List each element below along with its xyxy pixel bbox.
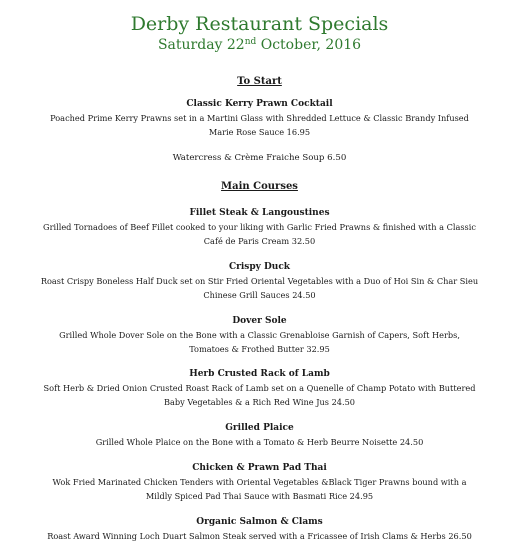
menu-item-description (0, 475, 519, 503)
page-title: Derby Restaurant Specials (130, 13, 389, 35)
description-line: Tomatoes & Frothed Butter 32.95 (189, 344, 330, 354)
menu-item (0, 368, 519, 409)
description-line: Grilled Whole Dover Sole on the Bone with a Classic Grenabloise Garnish of Capers, Soft Herbs, (59, 330, 460, 340)
description-line: Roast Award Winning Loch Duart Salmon Steak served with a Fricassee of Irish Clams & Herbs 26.50 (47, 531, 472, 541)
menu-item-description (0, 529, 519, 543)
date-suffix: nd (244, 37, 257, 47)
menu-item (0, 152, 519, 165)
menu-item-description (0, 220, 519, 248)
date-prefix: Saturday 22 (157, 37, 245, 53)
description-line: Chinese Grill Sauces 24.50 (203, 290, 316, 300)
menu-item (0, 422, 519, 449)
menu-item-description (0, 435, 519, 449)
description-line: Baby Vegetables & a Rich Red Wine Jus 24.50 (163, 397, 356, 407)
menu-item-name: Chicken & Prawn Pad Thai (192, 463, 327, 473)
menu-item (0, 315, 519, 356)
description-line: Mildly Spiced Pad Thai Sauce with Basmati Rice 24.95 (145, 491, 374, 501)
menu-item-name: Dover Sole (232, 316, 287, 326)
menu-item (0, 207, 519, 248)
menu-item-name: Grilled Plaice (225, 423, 294, 433)
section-heading-starters: To Start (237, 76, 282, 87)
description-line: Roast Crispy Boneless Half Duck set on Stir Fried Oriental Vegetables with a Duo of Hoi Sin & Char Sieu (40, 276, 479, 286)
menu-item-name: Crispy Duck (228, 262, 291, 272)
date-rest: October, 2016 (256, 37, 362, 53)
menu-item (0, 516, 519, 543)
menu-item-name: Classic Kerry Prawn Cocktail (186, 99, 333, 109)
description-line: Marie Rose Sauce 16.95 (208, 127, 311, 137)
menu-item (0, 261, 519, 302)
menu-item-name: Herb Crusted Rack of Lamb (189, 369, 330, 379)
menu-item-description (0, 274, 519, 302)
menu-item-description (0, 328, 519, 356)
description-line: Soft Herb & Dried Onion Crusted Roast Rack of Lamb set on a Quenelle of Champ Potato with Buttered (43, 383, 476, 393)
menu-item-description (0, 381, 519, 409)
description-line: Poached Prime Kerry Prawns set in a Martini Glass with Shredded Lettuce & Classic Brandy Infused (50, 113, 469, 123)
section-heading-mains: Main Courses (221, 181, 298, 192)
description-line: Wok Fried Marinated Chicken Tenders with Oriental Vegetables &Black Tiger Prawns bound with a (52, 477, 467, 487)
menu-item-name: Organic Salmon & Clams (196, 517, 323, 527)
menu-item (0, 98, 519, 139)
menu-item (0, 462, 519, 503)
description-line: Grilled Tornadoes of Beef Fillet cooked to your liking with Garlic Fried Prawns & finished with a Classic (43, 222, 476, 232)
description-line: Grilled Whole Plaice on the Bone with a Tomato & Herb Beurre Noisette 24.50 (95, 437, 424, 447)
menu-item-line: Watercress & Crème Fraiche Soup 6.50 (172, 153, 347, 163)
menu-item-description (0, 111, 519, 139)
description-line: Café de Paris Cream 32.50 (203, 236, 316, 246)
page-date (0, 36, 519, 54)
menu-item-name: Fillet Steak & Langoustines (189, 208, 330, 218)
